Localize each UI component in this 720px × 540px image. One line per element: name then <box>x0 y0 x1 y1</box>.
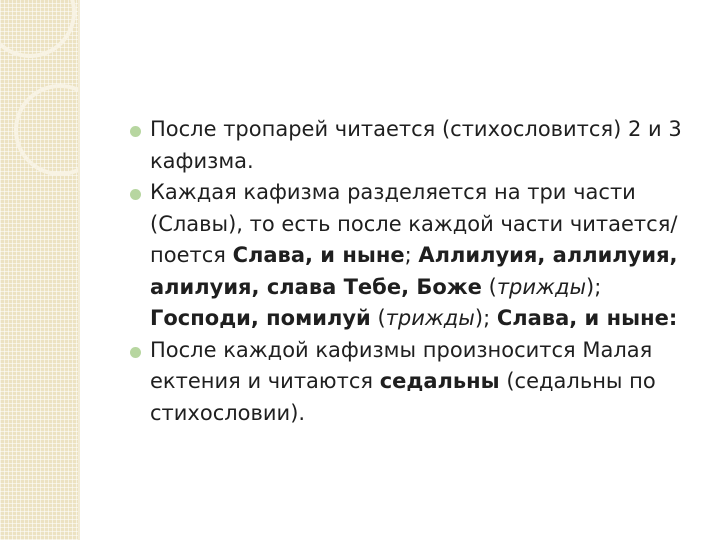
bullet-text <box>150 180 678 330</box>
italic-text-run: трижды <box>496 274 587 299</box>
decorative-circles-graphic <box>0 0 78 540</box>
text-run: ( <box>370 306 386 330</box>
text-run: ); <box>586 274 602 299</box>
text-run: После тропарей читается (стихословится) 2 и 3 кафизма. <box>150 117 682 173</box>
bullet-item <box>130 177 710 335</box>
text-run: После каждой кафизмы произносится Малая ектения и читаются <box>150 337 653 393</box>
italic-text-run: трижды <box>385 306 475 330</box>
bold-text-run: Слава, и ныне <box>232 243 405 267</box>
bullet-dot <box>130 126 141 137</box>
text-run: (седальны по стихословии). <box>150 369 656 425</box>
bullet-dot <box>130 189 141 200</box>
text-run: ( <box>481 274 497 299</box>
text-run: Каждая кафизма разделяется на три части (Славы), то есть после каждой части читается/поется <box>150 180 678 267</box>
bullet-text <box>150 117 682 173</box>
bold-text-run: седальны <box>379 369 500 393</box>
text-run: ); <box>474 306 497 330</box>
bullet-item <box>130 335 710 430</box>
bold-text-run: Господи, помилуй <box>150 306 371 330</box>
side-panel-edge <box>78 0 80 540</box>
bullet-list <box>130 114 710 429</box>
text-run: ; <box>404 243 419 267</box>
bullet-dot <box>130 347 141 358</box>
slide-content <box>130 114 710 429</box>
bold-text-run: Аллилуия, аллилуия, алилуия, слава Тебе, Боже <box>150 243 678 299</box>
bullet-item <box>130 114 710 177</box>
decorative-side-panel <box>0 0 78 540</box>
bold-text-run: Слава, и ныне: <box>496 306 678 330</box>
bullet-text <box>150 338 656 425</box>
